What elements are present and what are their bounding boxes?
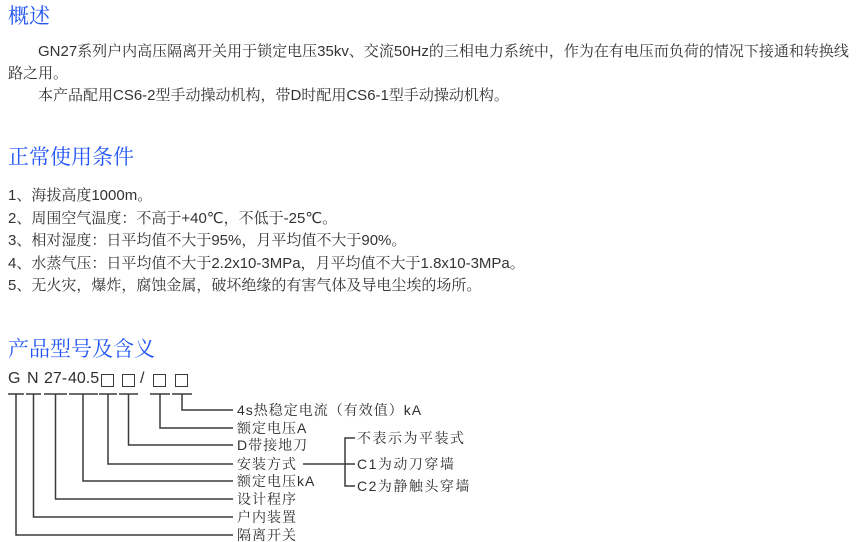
mounting-option-flat: 不表示为平装式 xyxy=(357,429,466,446)
mounting-option-c2: C2为静触头穿墙 xyxy=(357,477,471,494)
model-label-disconnector: 隔离开关 xyxy=(237,526,297,542)
model-heading: 产品型号及含义 xyxy=(8,337,155,361)
model-label-mounting-type: 安装方式 xyxy=(237,455,297,472)
mounting-option-c1: C1为动刀穿墙 xyxy=(357,455,456,472)
model-code-series: 27- xyxy=(44,369,68,387)
model-code-g: G xyxy=(8,369,21,387)
overview-paragraph-2: 本产品配用CS6-2型手动操动机构，带D时配用CS6-1型手动操动机构。 xyxy=(38,87,509,104)
condition-item-5: 5、无火灾，爆炸，腐蚀金属，破坏绝缘的有害气体及导电尘埃的场所。 xyxy=(8,277,482,294)
overview-paragraphs xyxy=(0,41,867,107)
condition-item-2: 2、周围空气温度：不高于+40℃，不低于-25℃。 xyxy=(8,209,338,227)
model-code-n: N xyxy=(27,369,39,387)
model-label-indoor-device: 户内装置 xyxy=(237,508,297,525)
model-code-voltage: 40.5 xyxy=(68,369,100,387)
conditions-list xyxy=(8,185,867,298)
model-code-box-2 xyxy=(122,374,135,387)
model-label-thermal-current: 4s热稳定电流（有效值）kA xyxy=(237,401,423,418)
overview-heading: 概述 xyxy=(8,5,50,28)
model-label-rated-current-a: 额定电压A xyxy=(237,419,308,436)
condition-item-4: 4、水蒸气压：日平均值不大于2.2x10-3MPa，月平均值不大于1.8x10-3MPa。 xyxy=(8,254,525,272)
conditions-heading: 正常使用条件 xyxy=(8,146,134,169)
model-label-design-series: 设计程序 xyxy=(237,490,297,507)
model-label-earthing-knife: D带接地刀 xyxy=(237,436,309,453)
model-code-box-1 xyxy=(101,374,114,387)
overview-paragraph-1: GN27系列户内高压隔离开关用于锁定电压35kv、交流50Hz的三相电力系统中，作为在有电压而负荷的情况下接通和转换线路之用。 xyxy=(8,43,849,82)
condition-item-1: 1、海拔高度1000m。 xyxy=(8,187,153,204)
model-code-box-4 xyxy=(175,374,188,387)
model-code-box-3 xyxy=(153,374,166,387)
model-connector-lines xyxy=(0,364,867,542)
model-designation-diagram xyxy=(0,364,867,542)
condition-item-3: 3、相对湿度：日平均值不大于95%，月平均值不大于90%。 xyxy=(8,232,407,249)
model-label-rated-voltage-ka: 额定电压kA xyxy=(237,472,316,489)
model-code-slash: / xyxy=(140,369,145,387)
